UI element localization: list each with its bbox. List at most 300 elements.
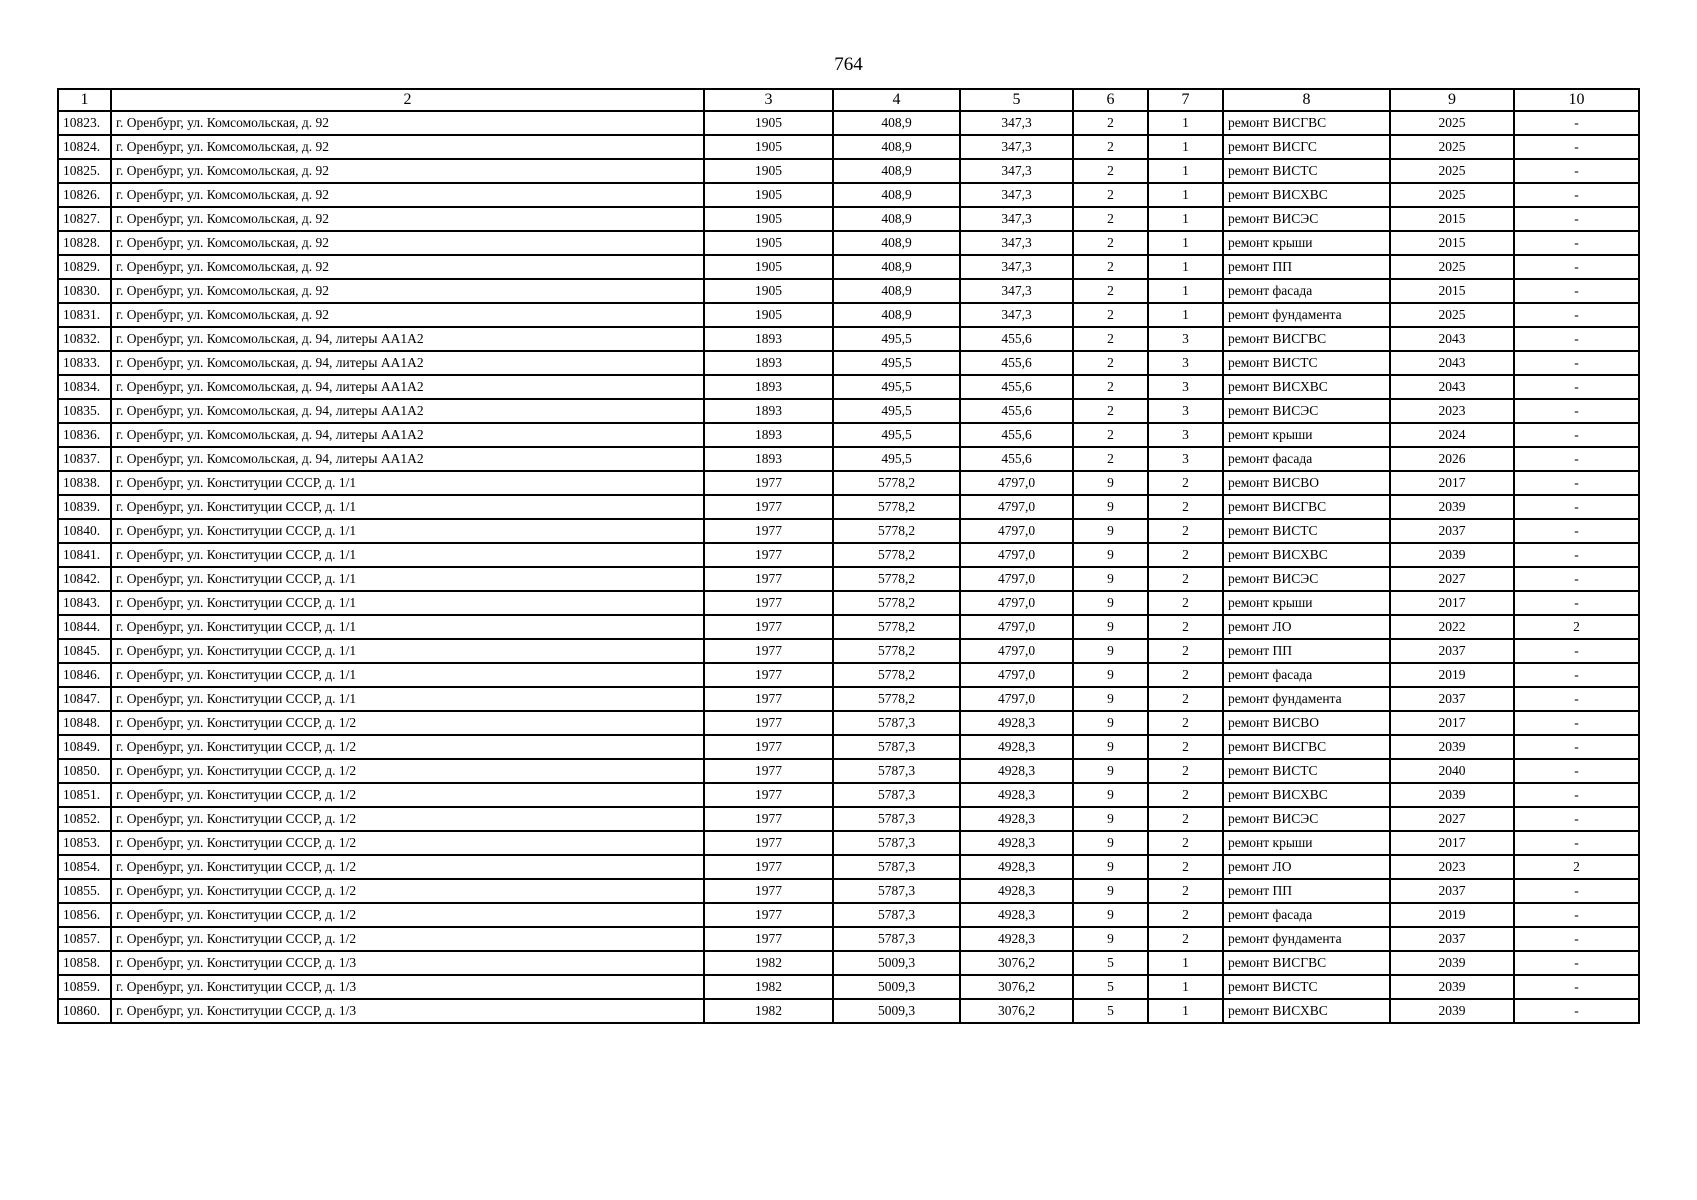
- cell-value-col-10: -: [1514, 951, 1639, 975]
- cell-living-area: 4928,3: [960, 735, 1073, 759]
- cell-value-col-10: -: [1514, 639, 1639, 663]
- cell-row-number: 10841.: [58, 543, 111, 567]
- column-header-10: 10: [1514, 89, 1639, 111]
- cell-living-area: 4797,0: [960, 687, 1073, 711]
- cell-planned-year: 2040: [1390, 759, 1514, 783]
- cell-floors: 9: [1073, 831, 1148, 855]
- cell-total-area: 5787,3: [833, 711, 960, 735]
- cell-planned-year: 2023: [1390, 399, 1514, 423]
- cell-floors: 2: [1073, 303, 1148, 327]
- cell-build-year: 1893: [704, 351, 833, 375]
- cell-work-type: ремонт ВИСТС: [1223, 975, 1390, 999]
- table-row: [58, 327, 1639, 351]
- cell-planned-year: 2039: [1390, 543, 1514, 567]
- cell-work-type: ремонт ВИСХВС: [1223, 183, 1390, 207]
- cell-row-number: 10833.: [58, 351, 111, 375]
- table-body: [58, 111, 1639, 1023]
- cell-planned-year: 2043: [1390, 375, 1514, 399]
- table-row: [58, 111, 1639, 135]
- cell-row-number: 10845.: [58, 639, 111, 663]
- cell-total-area: 5787,3: [833, 879, 960, 903]
- cell-planned-year: 2015: [1390, 231, 1514, 255]
- table-row: [58, 231, 1639, 255]
- table-row: [58, 159, 1639, 183]
- cell-living-area: 347,3: [960, 159, 1073, 183]
- cell-entrances: 1: [1148, 279, 1223, 303]
- cell-floors: 9: [1073, 807, 1148, 831]
- cell-floors: 9: [1073, 927, 1148, 951]
- cell-planned-year: 2019: [1390, 903, 1514, 927]
- table-row: [58, 279, 1639, 303]
- cell-address: г. Оренбург, ул. Комсомольская, д. 94, литеры АА1А2: [111, 399, 704, 423]
- cell-work-type: ремонт ЛО: [1223, 615, 1390, 639]
- cell-floors: 5: [1073, 999, 1148, 1023]
- table-row: [58, 687, 1639, 711]
- cell-row-number: 10855.: [58, 879, 111, 903]
- cell-value-col-10: -: [1514, 399, 1639, 423]
- cell-address: г. Оренбург, ул. Комсомольская, д. 92: [111, 255, 704, 279]
- cell-total-area: 5787,3: [833, 927, 960, 951]
- cell-total-area: 5009,3: [833, 999, 960, 1023]
- table-row: [58, 903, 1639, 927]
- cell-floors: 9: [1073, 903, 1148, 927]
- cell-work-type: ремонт ВИСХВС: [1223, 543, 1390, 567]
- cell-floors: 2: [1073, 231, 1148, 255]
- table-row: [58, 951, 1639, 975]
- cell-address: г. Оренбург, ул. Комсомольская, д. 94, литеры АА1А2: [111, 423, 704, 447]
- cell-row-number: 10847.: [58, 687, 111, 711]
- cell-total-area: 408,9: [833, 255, 960, 279]
- cell-row-number: 10823.: [58, 111, 111, 135]
- cell-address: г. Оренбург, ул. Конституции СССР, д. 1/1: [111, 639, 704, 663]
- cell-build-year: 1893: [704, 423, 833, 447]
- cell-work-type: ремонт ВИСГС: [1223, 135, 1390, 159]
- table-row: [58, 879, 1639, 903]
- cell-value-col-10: -: [1514, 207, 1639, 231]
- cell-row-number: 10849.: [58, 735, 111, 759]
- cell-planned-year: 2039: [1390, 999, 1514, 1023]
- cell-entrances: 2: [1148, 543, 1223, 567]
- cell-entrances: 2: [1148, 495, 1223, 519]
- cell-living-area: 347,3: [960, 207, 1073, 231]
- cell-living-area: 4797,0: [960, 591, 1073, 615]
- cell-floors: 2: [1073, 279, 1148, 303]
- cell-floors: 2: [1073, 327, 1148, 351]
- cell-value-col-10: -: [1514, 423, 1639, 447]
- cell-build-year: 1982: [704, 999, 833, 1023]
- cell-address: г. Оренбург, ул. Комсомольская, д. 94, литеры АА1А2: [111, 447, 704, 471]
- cell-living-area: 4928,3: [960, 879, 1073, 903]
- cell-planned-year: 2039: [1390, 951, 1514, 975]
- cell-build-year: 1982: [704, 975, 833, 999]
- cell-living-area: 347,3: [960, 135, 1073, 159]
- cell-work-type: ремонт фасада: [1223, 279, 1390, 303]
- cell-work-type: ремонт крыши: [1223, 831, 1390, 855]
- cell-planned-year: 2037: [1390, 687, 1514, 711]
- cell-value-col-10: -: [1514, 351, 1639, 375]
- cell-entrances: 2: [1148, 879, 1223, 903]
- cell-total-area: 408,9: [833, 111, 960, 135]
- cell-value-col-10: -: [1514, 591, 1639, 615]
- cell-value-col-10: 2: [1514, 615, 1639, 639]
- cell-value-col-10: -: [1514, 927, 1639, 951]
- cell-work-type: ремонт крыши: [1223, 231, 1390, 255]
- cell-entrances: 3: [1148, 447, 1223, 471]
- cell-address: г. Оренбург, ул. Конституции СССР, д. 1/1: [111, 687, 704, 711]
- cell-work-type: ремонт ВИСГВС: [1223, 327, 1390, 351]
- cell-build-year: 1905: [704, 279, 833, 303]
- column-header-4: 4: [833, 89, 960, 111]
- cell-living-area: 4797,0: [960, 519, 1073, 543]
- cell-build-year: 1905: [704, 231, 833, 255]
- page-number: 764: [834, 54, 863, 75]
- cell-work-type: ремонт ВИСЭС: [1223, 399, 1390, 423]
- cell-row-number: 10852.: [58, 807, 111, 831]
- cell-work-type: ремонт ВИСТС: [1223, 159, 1390, 183]
- cell-planned-year: 2037: [1390, 879, 1514, 903]
- cell-floors: 5: [1073, 951, 1148, 975]
- cell-living-area: 347,3: [960, 231, 1073, 255]
- cell-work-type: ремонт ВИСХВС: [1223, 783, 1390, 807]
- column-header-8: 8: [1223, 89, 1390, 111]
- cell-entrances: 2: [1148, 639, 1223, 663]
- cell-value-col-10: -: [1514, 735, 1639, 759]
- cell-work-type: ремонт фасада: [1223, 447, 1390, 471]
- cell-planned-year: 2043: [1390, 351, 1514, 375]
- cell-work-type: ремонт фундамента: [1223, 927, 1390, 951]
- cell-living-area: 4797,0: [960, 639, 1073, 663]
- cell-build-year: 1905: [704, 135, 833, 159]
- cell-living-area: 3076,2: [960, 951, 1073, 975]
- column-header-1: 1: [58, 89, 111, 111]
- cell-total-area: 5778,2: [833, 687, 960, 711]
- cell-floors: 2: [1073, 447, 1148, 471]
- cell-living-area: 4797,0: [960, 471, 1073, 495]
- cell-entrances: 2: [1148, 759, 1223, 783]
- cell-row-number: 10842.: [58, 567, 111, 591]
- cell-row-number: 10839.: [58, 495, 111, 519]
- table-row: [58, 471, 1639, 495]
- cell-value-col-10: -: [1514, 999, 1639, 1023]
- cell-entrances: 1: [1148, 207, 1223, 231]
- cell-value-col-10: -: [1514, 903, 1639, 927]
- cell-planned-year: 2024: [1390, 423, 1514, 447]
- table-row: [58, 663, 1639, 687]
- cell-living-area: 4797,0: [960, 495, 1073, 519]
- cell-build-year: 1893: [704, 375, 833, 399]
- cell-work-type: ремонт ВИСГВС: [1223, 111, 1390, 135]
- cell-total-area: 5778,2: [833, 495, 960, 519]
- cell-address: г. Оренбург, ул. Конституции СССР, д. 1/2: [111, 855, 704, 879]
- cell-entrances: 2: [1148, 711, 1223, 735]
- table-row: [58, 399, 1639, 423]
- cell-build-year: 1905: [704, 255, 833, 279]
- cell-living-area: 4797,0: [960, 567, 1073, 591]
- cell-living-area: 4928,3: [960, 783, 1073, 807]
- cell-build-year: 1977: [704, 639, 833, 663]
- cell-total-area: 5778,2: [833, 543, 960, 567]
- table-row: [58, 615, 1639, 639]
- table-row: [58, 303, 1639, 327]
- cell-build-year: 1977: [704, 663, 833, 687]
- cell-address: г. Оренбург, ул. Конституции СССР, д. 1/2: [111, 831, 704, 855]
- cell-entrances: 2: [1148, 783, 1223, 807]
- cell-total-area: 495,5: [833, 447, 960, 471]
- cell-value-col-10: -: [1514, 759, 1639, 783]
- table-row: [58, 207, 1639, 231]
- cell-row-number: 10838.: [58, 471, 111, 495]
- cell-planned-year: 2015: [1390, 207, 1514, 231]
- table-row: [58, 519, 1639, 543]
- cell-build-year: 1977: [704, 759, 833, 783]
- cell-address: г. Оренбург, ул. Комсомольская, д. 92: [111, 183, 704, 207]
- cell-entrances: 2: [1148, 567, 1223, 591]
- cell-row-number: 10828.: [58, 231, 111, 255]
- cell-value-col-10: -: [1514, 567, 1639, 591]
- cell-floors: 2: [1073, 255, 1148, 279]
- cell-address: г. Оренбург, ул. Конституции СССР, д. 1/3: [111, 999, 704, 1023]
- cell-build-year: 1977: [704, 615, 833, 639]
- cell-floors: 9: [1073, 855, 1148, 879]
- cell-row-number: 10826.: [58, 183, 111, 207]
- table-row: [58, 831, 1639, 855]
- cell-work-type: ремонт ВИСТС: [1223, 519, 1390, 543]
- cell-row-number: 10853.: [58, 831, 111, 855]
- cell-entrances: 2: [1148, 927, 1223, 951]
- cell-total-area: 5787,3: [833, 903, 960, 927]
- cell-build-year: 1977: [704, 783, 833, 807]
- cell-living-area: 455,6: [960, 375, 1073, 399]
- cell-work-type: ремонт ВИСХВС: [1223, 999, 1390, 1023]
- cell-planned-year: 2027: [1390, 567, 1514, 591]
- table-row: [58, 711, 1639, 735]
- cell-entrances: 1: [1148, 183, 1223, 207]
- cell-value-col-10: -: [1514, 471, 1639, 495]
- column-header-9: 9: [1390, 89, 1514, 111]
- cell-living-area: 4928,3: [960, 759, 1073, 783]
- cell-build-year: 1905: [704, 111, 833, 135]
- cell-build-year: 1893: [704, 447, 833, 471]
- cell-address: г. Оренбург, ул. Конституции СССР, д. 1/2: [111, 759, 704, 783]
- cell-living-area: 455,6: [960, 399, 1073, 423]
- cell-value-col-10: -: [1514, 303, 1639, 327]
- table-row: [58, 495, 1639, 519]
- cell-address: г. Оренбург, ул. Комсомольская, д. 92: [111, 303, 704, 327]
- table-row: [58, 639, 1639, 663]
- cell-planned-year: 2019: [1390, 663, 1514, 687]
- cell-total-area: 5778,2: [833, 639, 960, 663]
- cell-value-col-10: -: [1514, 111, 1639, 135]
- cell-living-area: 455,6: [960, 351, 1073, 375]
- cell-entrances: 1: [1148, 231, 1223, 255]
- cell-floors: 9: [1073, 615, 1148, 639]
- cell-planned-year: 2025: [1390, 255, 1514, 279]
- cell-floors: 9: [1073, 687, 1148, 711]
- cell-value-col-10: -: [1514, 231, 1639, 255]
- cell-total-area: 408,9: [833, 303, 960, 327]
- cell-total-area: 408,9: [833, 135, 960, 159]
- cell-work-type: ремонт ЛО: [1223, 855, 1390, 879]
- cell-value-col-10: -: [1514, 783, 1639, 807]
- cell-living-area: 347,3: [960, 279, 1073, 303]
- table-row: [58, 543, 1639, 567]
- cell-build-year: 1977: [704, 855, 833, 879]
- cell-value-col-10: -: [1514, 375, 1639, 399]
- header-row: [58, 89, 1639, 111]
- cell-total-area: 5778,2: [833, 663, 960, 687]
- cell-build-year: 1982: [704, 951, 833, 975]
- cell-living-area: 4928,3: [960, 903, 1073, 927]
- cell-planned-year: 2037: [1390, 927, 1514, 951]
- cell-address: г. Оренбург, ул. Комсомольская, д. 92: [111, 207, 704, 231]
- cell-build-year: 1893: [704, 327, 833, 351]
- cell-address: г. Оренбург, ул. Конституции СССР, д. 1/3: [111, 951, 704, 975]
- cell-value-col-10: -: [1514, 711, 1639, 735]
- cell-planned-year: 2039: [1390, 735, 1514, 759]
- table-row: [58, 735, 1639, 759]
- cell-entrances: 1: [1148, 135, 1223, 159]
- cell-living-area: 455,6: [960, 447, 1073, 471]
- cell-entrances: 2: [1148, 687, 1223, 711]
- cell-total-area: 5009,3: [833, 951, 960, 975]
- cell-work-type: ремонт ВИСВО: [1223, 711, 1390, 735]
- cell-floors: 9: [1073, 471, 1148, 495]
- cell-value-col-10: -: [1514, 183, 1639, 207]
- cell-entrances: 3: [1148, 327, 1223, 351]
- cell-floors: 9: [1073, 495, 1148, 519]
- cell-floors: 2: [1073, 159, 1148, 183]
- cell-work-type: ремонт ВИСГВС: [1223, 951, 1390, 975]
- cell-living-area: 4928,3: [960, 855, 1073, 879]
- cell-build-year: 1905: [704, 183, 833, 207]
- cell-total-area: 5778,2: [833, 615, 960, 639]
- cell-row-number: 10844.: [58, 615, 111, 639]
- cell-floors: 2: [1073, 135, 1148, 159]
- table-row: [58, 351, 1639, 375]
- cell-planned-year: 2039: [1390, 495, 1514, 519]
- cell-total-area: 495,5: [833, 399, 960, 423]
- cell-total-area: 495,5: [833, 327, 960, 351]
- cell-work-type: ремонт ПП: [1223, 879, 1390, 903]
- cell-row-number: 10856.: [58, 903, 111, 927]
- column-header-2: 2: [111, 89, 704, 111]
- cell-value-col-10: -: [1514, 519, 1639, 543]
- cell-build-year: 1977: [704, 687, 833, 711]
- cell-floors: 9: [1073, 735, 1148, 759]
- cell-row-number: 10848.: [58, 711, 111, 735]
- cell-floors: 2: [1073, 207, 1148, 231]
- cell-work-type: ремонт ВИСЭС: [1223, 207, 1390, 231]
- cell-row-number: 10829.: [58, 255, 111, 279]
- cell-row-number: 10825.: [58, 159, 111, 183]
- cell-work-type: ремонт фундамента: [1223, 687, 1390, 711]
- cell-value-col-10: -: [1514, 279, 1639, 303]
- cell-value-col-10: -: [1514, 807, 1639, 831]
- cell-work-type: ремонт фасада: [1223, 663, 1390, 687]
- cell-build-year: 1977: [704, 831, 833, 855]
- cell-address: г. Оренбург, ул. Комсомольская, д. 92: [111, 111, 704, 135]
- cell-work-type: ремонт ВИСГВС: [1223, 495, 1390, 519]
- cell-row-number: 10843.: [58, 591, 111, 615]
- cell-floors: 9: [1073, 711, 1148, 735]
- cell-planned-year: 2037: [1390, 639, 1514, 663]
- cell-planned-year: 2017: [1390, 471, 1514, 495]
- cell-build-year: 1977: [704, 567, 833, 591]
- cell-value-col-10: -: [1514, 159, 1639, 183]
- repair-schedule-table: [57, 88, 1640, 1024]
- cell-entrances: 2: [1148, 831, 1223, 855]
- cell-address: г. Оренбург, ул. Комсомольская, д. 94, литеры АА1А2: [111, 351, 704, 375]
- cell-address: г. Оренбург, ул. Комсомольская, д. 94, литеры АА1А2: [111, 375, 704, 399]
- cell-floors: 9: [1073, 759, 1148, 783]
- cell-total-area: 5787,3: [833, 807, 960, 831]
- cell-floors: 9: [1073, 567, 1148, 591]
- cell-build-year: 1905: [704, 207, 833, 231]
- cell-address: г. Оренбург, ул. Конституции СССР, д. 1/1: [111, 519, 704, 543]
- cell-entrances: 1: [1148, 303, 1223, 327]
- table-row: [58, 447, 1639, 471]
- cell-entrances: 2: [1148, 663, 1223, 687]
- table-row: [58, 567, 1639, 591]
- cell-entrances: 2: [1148, 615, 1223, 639]
- cell-entrances: 3: [1148, 399, 1223, 423]
- cell-address: г. Оренбург, ул. Комсомольская, д. 94, литеры АА1А2: [111, 327, 704, 351]
- cell-entrances: 1: [1148, 255, 1223, 279]
- table-row: [58, 975, 1639, 999]
- cell-value-col-10: -: [1514, 255, 1639, 279]
- cell-living-area: 3076,2: [960, 999, 1073, 1023]
- cell-entrances: 3: [1148, 351, 1223, 375]
- cell-work-type: ремонт ВИСЭС: [1223, 567, 1390, 591]
- cell-floors: 2: [1073, 399, 1148, 423]
- cell-work-type: ремонт фасада: [1223, 903, 1390, 927]
- cell-planned-year: 2039: [1390, 975, 1514, 999]
- cell-planned-year: 2039: [1390, 783, 1514, 807]
- cell-build-year: 1977: [704, 879, 833, 903]
- cell-total-area: 408,9: [833, 207, 960, 231]
- cell-build-year: 1977: [704, 711, 833, 735]
- column-header-6: 6: [1073, 89, 1148, 111]
- cell-work-type: ремонт ВИСЭС: [1223, 807, 1390, 831]
- cell-row-number: 10830.: [58, 279, 111, 303]
- cell-row-number: 10840.: [58, 519, 111, 543]
- cell-build-year: 1977: [704, 591, 833, 615]
- cell-work-type: ремонт ВИСТС: [1223, 759, 1390, 783]
- cell-planned-year: 2022: [1390, 615, 1514, 639]
- cell-living-area: 4928,3: [960, 927, 1073, 951]
- cell-floors: 2: [1073, 351, 1148, 375]
- cell-address: г. Оренбург, ул. Конституции СССР, д. 1/2: [111, 783, 704, 807]
- cell-floors: 2: [1073, 423, 1148, 447]
- cell-entrances: 3: [1148, 375, 1223, 399]
- table-row: [58, 135, 1639, 159]
- table-row: [58, 255, 1639, 279]
- cell-entrances: 2: [1148, 807, 1223, 831]
- cell-planned-year: 2037: [1390, 519, 1514, 543]
- table-row: [58, 759, 1639, 783]
- cell-living-area: 347,3: [960, 303, 1073, 327]
- table-row: [58, 807, 1639, 831]
- cell-row-number: 10858.: [58, 951, 111, 975]
- cell-floors: 9: [1073, 639, 1148, 663]
- column-header-3: 3: [704, 89, 833, 111]
- cell-build-year: 1977: [704, 735, 833, 759]
- cell-address: г. Оренбург, ул. Конституции СССР, д. 1/2: [111, 879, 704, 903]
- cell-living-area: 455,6: [960, 327, 1073, 351]
- cell-work-type: ремонт крыши: [1223, 591, 1390, 615]
- table-row: [58, 999, 1639, 1023]
- cell-value-col-10: 2: [1514, 855, 1639, 879]
